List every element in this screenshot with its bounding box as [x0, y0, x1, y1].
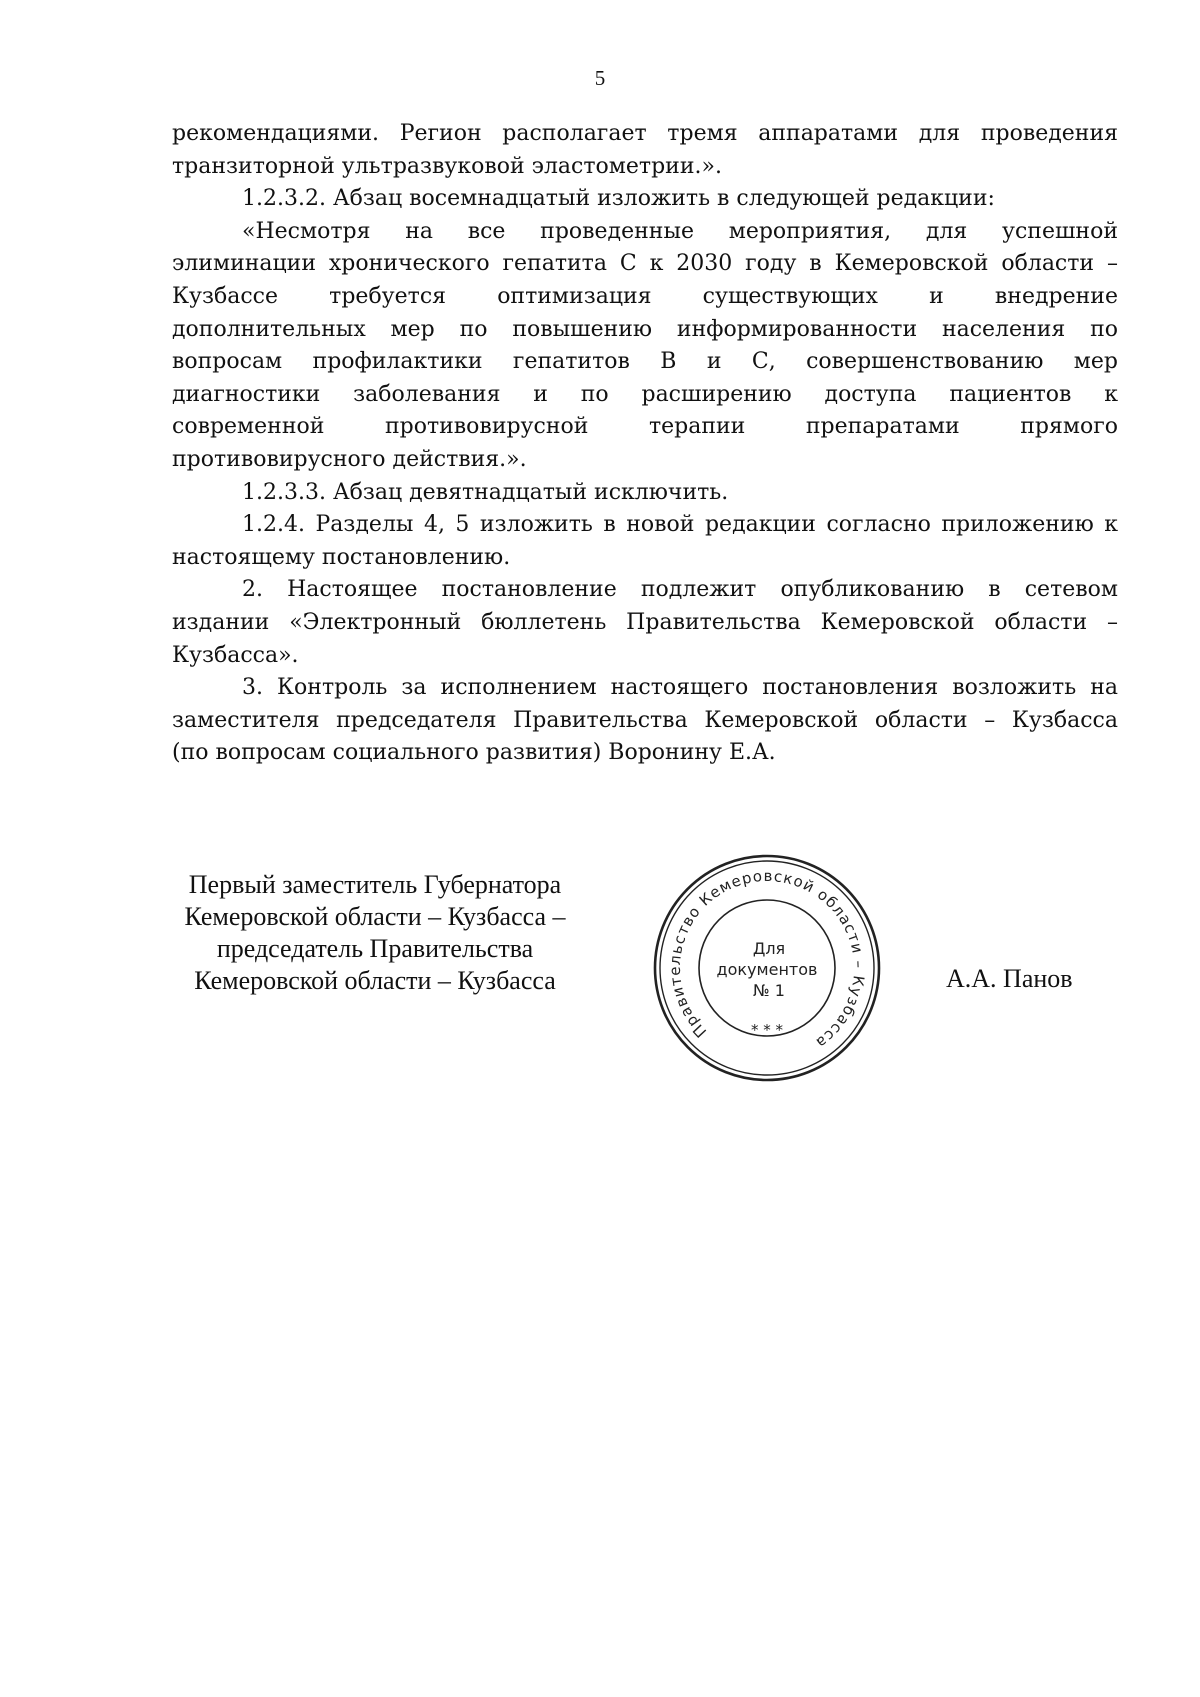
body-line: 1.2.3.3. Абзац девятнадцатый исключить.	[242, 479, 729, 505]
signer-position-line: председатель Правительства	[216, 934, 534, 963]
body-line: дополнительных мер по повышению информированности населения по	[172, 316, 1118, 342]
signer-name: А.А. Панов	[946, 964, 1073, 993]
body-line: вопросам профилактики гепатитов В и С, совершенствованию мер	[172, 349, 1118, 375]
body-line: 3. Контроль за исполнением настоящего постановления возложить на	[242, 675, 1118, 701]
body-line: транзиторной ультразвуковой эластометрии.».	[172, 153, 722, 179]
signer-position	[150, 869, 600, 997]
document-body	[172, 118, 1118, 770]
body-line: элиминации хронического гепатита С к 2030 году в Кемеровской области –	[172, 251, 1118, 277]
stamp-center-line: Для	[752, 939, 786, 958]
signer-position-line: Кемеровской области – Кузбасса –	[184, 902, 566, 931]
page-number: 5	[594, 66, 606, 90]
stamp-center-line: документов	[716, 960, 818, 979]
official-stamp	[651, 852, 883, 1084]
body-line: современной противовирусной терапии препаратами прямого	[172, 414, 1118, 440]
body-line: 2. Настоящее постановление подлежит опубликованию в сетевом	[242, 577, 1118, 603]
body-line: настоящему постановлению.	[172, 544, 511, 570]
stamp-center-line: № 1	[753, 981, 785, 1000]
body-line: рекомендациями. Регион располагает тремя аппаратами для проведения	[172, 121, 1118, 146]
stamp-stars: * * *	[750, 1021, 784, 1039]
body-line: противовирусного действия.».	[172, 446, 527, 472]
body-line: 1.2.4. Разделы 4, 5 изложить в новой редакции согласно приложению к	[242, 512, 1118, 538]
body-line: диагностики заболевания и по расширению доступа пациентов к	[172, 381, 1118, 407]
body-line: Кузбассе требуется оптимизация существующих и внедрение	[172, 283, 1118, 309]
body-line: «Несмотря на все проведенные мероприятия, для успешной	[242, 218, 1118, 244]
body-line: заместителя председателя Правительства Кемеровской области – Кузбасса	[172, 707, 1118, 733]
official-stamp-graphic	[651, 852, 883, 1084]
body-line: издании «Электронный бюллетень Правительства Кемеровской области –	[172, 609, 1118, 635]
body-line: 1.2.3.2. Абзац восемнадцатый изложить в следующей редакции:	[242, 186, 995, 212]
body-line: (по вопросам социального развития) Воронину Е.А.	[172, 740, 776, 766]
signer-position-line: Кемеровской области – Кузбасса	[194, 966, 556, 995]
body-line: Кузбасса».	[172, 642, 299, 668]
signer-position-line: Первый заместитель Губернатора	[188, 870, 562, 899]
stamp-ring-text: Правительство Кемеровской области – Кузбасса	[665, 866, 869, 1053]
